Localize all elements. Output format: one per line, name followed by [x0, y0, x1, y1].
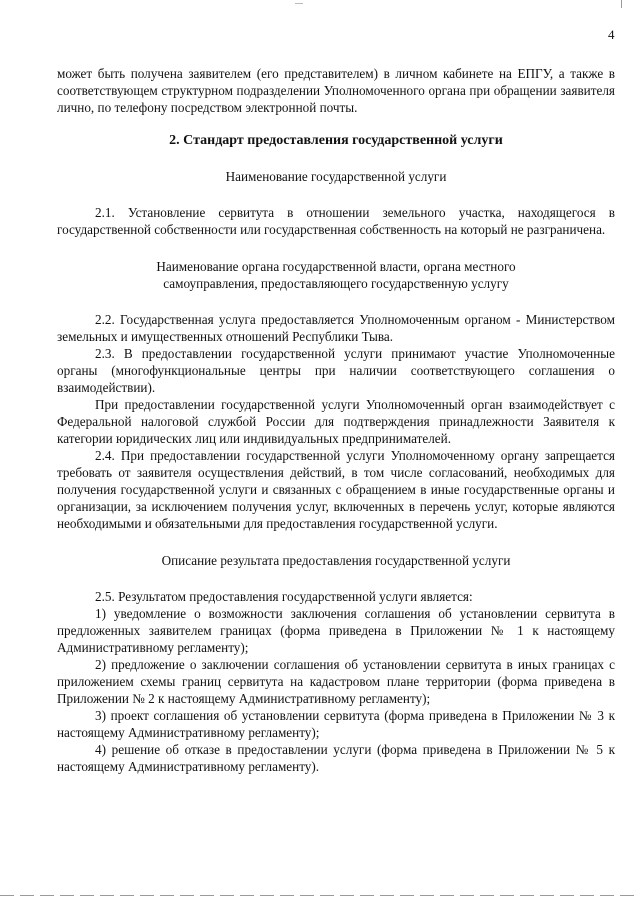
heading-service-name: Наименование государственной услуги [225, 169, 447, 184]
intro-paragraph: может быть получена заявителем (его представителем) в личном кабинете на ЕПГУ, а также в соответствующем структурном подразделении Уполномоченного органа при обращении заявителя лично, по телефону посредством электронной почты. [57, 66, 615, 115]
paragraph-2-3: 2.3. В предоставлении государственной услуги принимают участие Уполномоченные органы (многофункциональные центры при наличии соответствующего соглашения о взаимодействии). [57, 346, 615, 395]
result-item-2: 2) предложение о заключении соглашения об установлении сервитута в иных границах с приложением схемы границ сервитута на кадастровом плане территории (форма приведена в Приложении № 2 к настоящему Административному регламенту); [57, 657, 615, 706]
result-item-3: 3) проект соглашения об установлении сервитута (форма приведена в Приложении № 3 к настоящему Административному регламенту); [57, 708, 615, 740]
paragraph-2-2: 2.2. Государственная услуга предоставляется Уполномоченным органом - Министерством земельных и имущественных отношений Республики Тыва. [57, 312, 615, 344]
page-number: 4 [608, 27, 615, 42]
document-body [57, 65, 615, 775]
spacer [57, 532, 615, 552]
section-title: 2. Стандарт предоставления государственной услуги [169, 133, 503, 148]
result-item-4: 4) решение об отказе в предоставлении услуги (форма приведена в Приложении № 5 к настоящему Административному регламенту). [57, 742, 615, 774]
result-item-1: 1) уведомление о возможности заключения соглашения об установлении сервитута в предложенных заявителем границах (форма приведена в Приложении № 1 к настоящему Административному регламенту); [57, 606, 615, 655]
paragraph-interaction: При предоставлении государственной услуги Уполномоченный орган взаимодействует с Федеральной налоговой службой России для подтверждения принадлежности Заявителя к категории юридических лиц или индивидуальных предпринимателей. [57, 397, 615, 446]
spacer [57, 238, 615, 258]
scan-artifact-bottom [0, 895, 638, 896]
paragraph-2-1: 2.1. Установление сервитута в отношении земельного участка, находящегося в государственной собственности или государственная собственность на который не разграничена. [57, 205, 615, 237]
heading-result: Описание результата предоставления государственной услуги [161, 553, 511, 568]
heading-authority: Наименование органа государственной власти, органа местного самоуправления, предоставляющего государственную услугу [156, 259, 516, 291]
paragraph-2-4: 2.4. При предоставлении государственной услуги Уполномоченному органу запрещается требовать от заявителя осуществления действий, в том числе согласований, необходимых для получения государственной услуги и связанных с обращением в иные государственные органы и организации, за исключением получения услуг, включенных в перечень услуг, которые являются необходимыми и обязательными для предоставления государственной услуги. [57, 448, 615, 531]
scan-artifact-right [621, 0, 622, 8]
scan-artifact-top [295, 3, 303, 4]
paragraph-2-5: 2.5. Результатом предоставления государственной услуги является: [95, 589, 473, 604]
